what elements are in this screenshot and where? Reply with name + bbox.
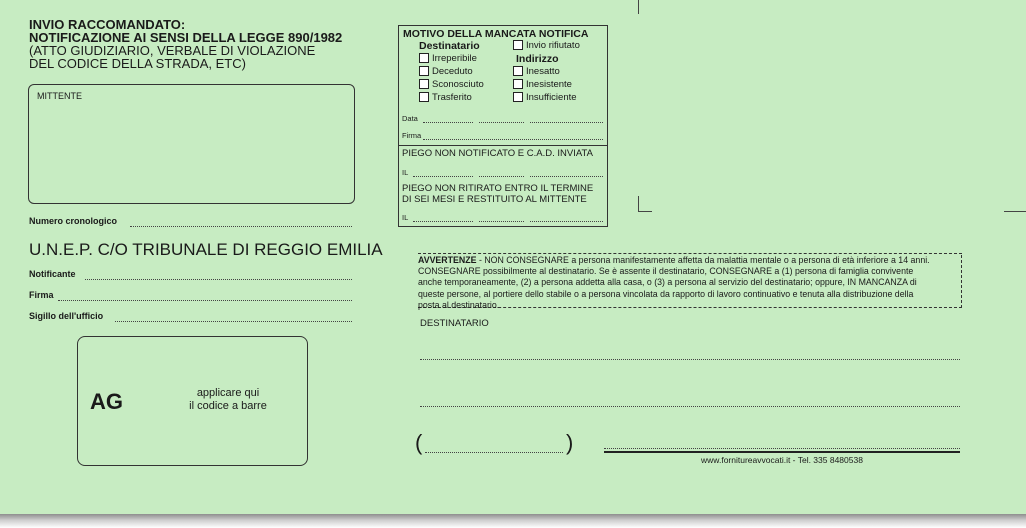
insufficiente-label: Insufficiente bbox=[526, 92, 577, 103]
il-month-line-2[interactable] bbox=[479, 221, 524, 222]
il-year-line-2[interactable] bbox=[530, 221, 603, 222]
data-year-line[interactable] bbox=[530, 122, 603, 123]
notificante-line[interactable] bbox=[85, 279, 352, 280]
checkbox[interactable] bbox=[419, 79, 429, 89]
firma-line[interactable] bbox=[58, 300, 352, 301]
window-mark-bottom-vertical bbox=[638, 196, 639, 212]
avvertenze-line-5: posta al destinatario. bbox=[418, 299, 500, 310]
trasferito-label: Trasferito bbox=[432, 92, 472, 103]
motivo-title: MOTIVO DELLA MANCATA NOTIFICA bbox=[403, 28, 589, 40]
city-solid-line bbox=[604, 451, 960, 453]
piego-non-ritirato-line-2: DI SEI MESI E RESTITUITO AL MITTENTE bbox=[402, 194, 587, 205]
avvertenze-top-border bbox=[418, 253, 962, 254]
piego-non-ritirato-line-1: PIEGO NON RITIRATO ENTRO IL TERMINE bbox=[402, 183, 594, 194]
paren-open: ( bbox=[415, 430, 423, 455]
paren-close: ) bbox=[566, 430, 574, 455]
city-dotted-line[interactable] bbox=[604, 448, 960, 449]
trasferito-option[interactable] bbox=[419, 92, 472, 103]
card-shadow bbox=[0, 514, 1026, 528]
invio-rifiutato-option[interactable] bbox=[513, 40, 580, 51]
inesistente-label: Inesistente bbox=[526, 79, 572, 90]
checkbox[interactable] bbox=[419, 66, 429, 76]
header-block bbox=[29, 18, 342, 70]
irreperibile-option[interactable] bbox=[419, 53, 477, 64]
firma-label: Firma bbox=[29, 290, 54, 300]
il-year-line-1[interactable] bbox=[530, 176, 603, 177]
footer-text: www.fornitureavvocati.it - Tel. 335 8480538 bbox=[701, 455, 863, 465]
header-line-3: (ATTO GIUDIZIARIO, VERBALE DI VIOLAZIONE bbox=[29, 43, 316, 58]
avvertenze-line-2: CONSEGNARE possibilmente al destinatario. Se è assente il destinatario, CONSEGNARE a (1) persona di famiglia convivente bbox=[418, 266, 914, 277]
numero-cronologico-line[interactable] bbox=[130, 226, 352, 227]
sigillo-line[interactable] bbox=[115, 321, 352, 322]
checkbox[interactable] bbox=[513, 40, 523, 50]
mittente-label: MITTENTE bbox=[37, 91, 82, 101]
checkbox[interactable] bbox=[419, 53, 429, 63]
piego-non-ritirato bbox=[402, 183, 593, 205]
barcode-hint bbox=[163, 387, 293, 413]
data-day-line[interactable] bbox=[423, 122, 473, 123]
inesistente-option[interactable] bbox=[513, 79, 572, 90]
barcode-hint-line-1: applicare qui bbox=[196, 387, 260, 399]
sconosciuto-label: Sconosciuto bbox=[432, 79, 484, 90]
il-label-2: IL bbox=[402, 213, 409, 222]
sigillo-label: Sigillo dell'ufficio bbox=[29, 311, 104, 321]
deceduto-option[interactable] bbox=[419, 66, 473, 77]
checkbox[interactable] bbox=[513, 66, 523, 76]
destinatario-head: Destinatario bbox=[419, 40, 480, 52]
sconosciuto-option[interactable] bbox=[419, 79, 484, 90]
unep-title: U.N.E.P. C/O TRIBUNALE DI REGGIO EMILIA bbox=[29, 240, 383, 259]
barcode-box[interactable] bbox=[77, 336, 308, 466]
firma-motivo-label: Firma bbox=[402, 131, 422, 140]
data-month-line[interactable] bbox=[479, 122, 524, 123]
firma-motivo-line[interactable] bbox=[423, 139, 603, 140]
cap-line[interactable] bbox=[425, 452, 563, 453]
avvertenze-text-1: - NON CONSEGNARE a persona manifestamente affetta da malattia mentale o a persona di età inferiore a 14 anni. bbox=[476, 255, 930, 265]
inesatto-option[interactable] bbox=[513, 66, 560, 77]
insufficiente-option[interactable] bbox=[513, 92, 577, 103]
barcode-code: AG bbox=[90, 389, 123, 414]
header-line-2: NOTIFICAZIONE AI SENSI DELLA LEGGE 890/1982 bbox=[29, 30, 343, 45]
checkbox[interactable] bbox=[513, 79, 523, 89]
destinatario-line-2[interactable] bbox=[420, 406, 960, 407]
irreperibile-label: Irreperibile bbox=[432, 53, 477, 64]
piego-non-notificato: PIEGO NON NOTIFICATO E C.A.D. INVIATA bbox=[402, 148, 593, 159]
destinatario-line-1[interactable] bbox=[420, 359, 960, 360]
barcode-hint-line-2: il codice a barre bbox=[189, 400, 267, 412]
il-day-line-1[interactable] bbox=[413, 176, 473, 177]
invio-rifiutato-label: Invio rifiutato bbox=[526, 40, 580, 51]
mittente-box[interactable] bbox=[28, 84, 355, 204]
window-mark-bottom-horizontal bbox=[638, 211, 652, 212]
data-label: Data bbox=[402, 114, 418, 123]
il-day-line-2[interactable] bbox=[413, 221, 473, 222]
notificante-label: Notificante bbox=[29, 269, 76, 279]
destinatario-label: DESTINATARIO bbox=[420, 318, 489, 329]
window-mark-top bbox=[638, 0, 639, 14]
checkbox[interactable] bbox=[419, 92, 429, 102]
checkbox[interactable] bbox=[513, 92, 523, 102]
divider bbox=[399, 145, 607, 146]
il-month-line-1[interactable] bbox=[479, 176, 524, 177]
avvertenze-line-4: queste persone, al portiere dello stabile o a persona vincolata da rapporto di lavoro continuativo e tenuta alla distribuzione della bbox=[418, 288, 914, 299]
header-line-4: DEL CODICE DELLA STRADA, ETC) bbox=[29, 56, 246, 71]
indirizzo-head: Indirizzo bbox=[516, 53, 559, 65]
deceduto-label: Deceduto bbox=[432, 66, 473, 77]
motivo-box bbox=[398, 25, 608, 227]
inesatto-label: Inesatto bbox=[526, 66, 560, 77]
window-mark-right bbox=[1004, 211, 1026, 212]
header-line-1: INVIO RACCOMANDATO: bbox=[29, 17, 186, 32]
avvertenze-line-3: anche temporaneamente, (2) a persona addetta alla casa, o (3) a persona al servizio del destinatario; oppure, IN MANCANZA di bbox=[418, 277, 917, 288]
avvertenze-box bbox=[418, 255, 962, 308]
avvertenze-line-1 bbox=[418, 255, 961, 266]
avvertenze-title: AVVERTENZE bbox=[418, 255, 477, 265]
il-label-1: IL bbox=[402, 168, 409, 177]
numero-cronologico-label: Numero cronologico bbox=[29, 216, 118, 226]
